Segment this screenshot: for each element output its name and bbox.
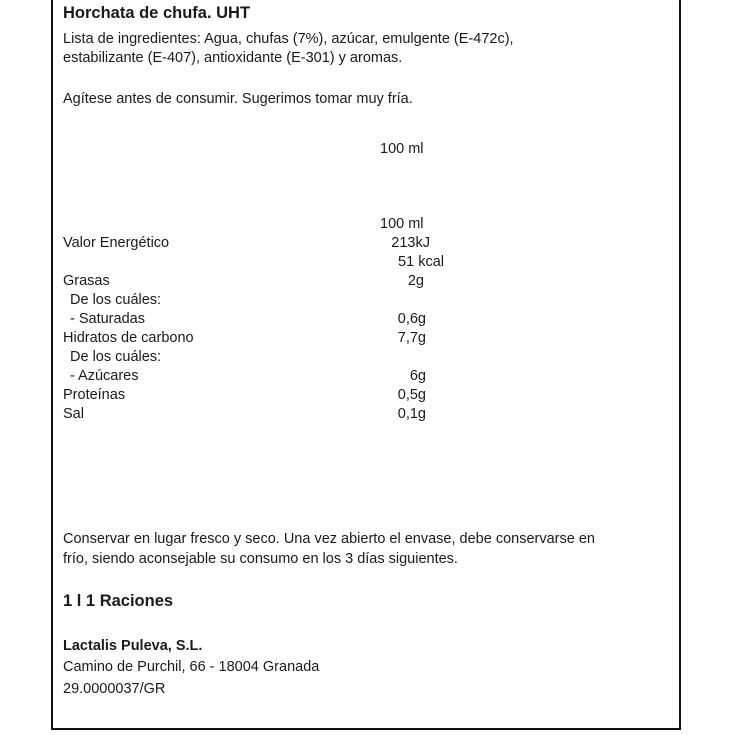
nutrition-label-carbohydrates: Hidratos de carbono — [63, 330, 194, 346]
nutrition-label-energy: Valor Energético — [63, 235, 170, 251]
usage-note: Agítese antes de consumir. Sugerimos tomar muy fría. — [63, 91, 413, 107]
nutrition-value-fat: 2g — [407, 273, 424, 289]
nutrition-value-saturated: 0,6g — [397, 311, 426, 327]
nutrition-label-salt: Sal — [63, 406, 84, 422]
ingredients-line-2: estabilizante (E-407), antioxidante (E-301) y aromas. — [63, 50, 403, 66]
company-name: Lactalis Puleva, S.L. — [63, 638, 203, 654]
storage-line-2: frío, siendo aconsejable su consumo en los 3 días siguientes. — [63, 551, 458, 567]
ingredients-line-1: Lista de ingredientes: Agua, chufas (7%), azúcar, emulgente (E-472c), — [63, 31, 514, 47]
registry-number: 29.0000037/GR — [63, 681, 166, 697]
nutrition-value-carbohydrates: 7,7g — [397, 330, 426, 346]
nutrition-value-energy-kj: 213kJ — [391, 235, 430, 251]
nutrition-label-saturated: - Saturadas — [70, 311, 145, 327]
nutrition-column-header: 100 ml — [380, 216, 424, 232]
nutrition-label-carb-subheading: De los cuáles: — [70, 349, 162, 365]
nutrition-label-fat: Grasas — [63, 273, 110, 289]
nutrition-value-salt: 0,1g — [397, 406, 426, 422]
product-title: Horchata de chufa. UHT — [63, 4, 251, 22]
nutrition-value-sugars: 6g — [409, 368, 426, 384]
nutrition-value-energy-kcal: 51 kcal — [398, 254, 444, 270]
nutrition-value-protein: 0,5g — [397, 387, 426, 403]
nutrition-label-fat-subheading: De los cuáles: — [70, 292, 162, 308]
storage-line-1: Conservar en lugar fresco y seco. Una vez abierto el envase, debe conservarse en — [63, 531, 595, 547]
nutrition-label-protein: Proteínas — [63, 387, 126, 403]
company-address: Camino de Purchil, 66 - 18004 Granada — [63, 659, 320, 675]
serving-header-top: 100 ml — [380, 141, 424, 157]
nutrition-label-sugars: - Azúcares — [70, 368, 139, 384]
portions: 1 l 1 Raciones — [63, 592, 174, 610]
